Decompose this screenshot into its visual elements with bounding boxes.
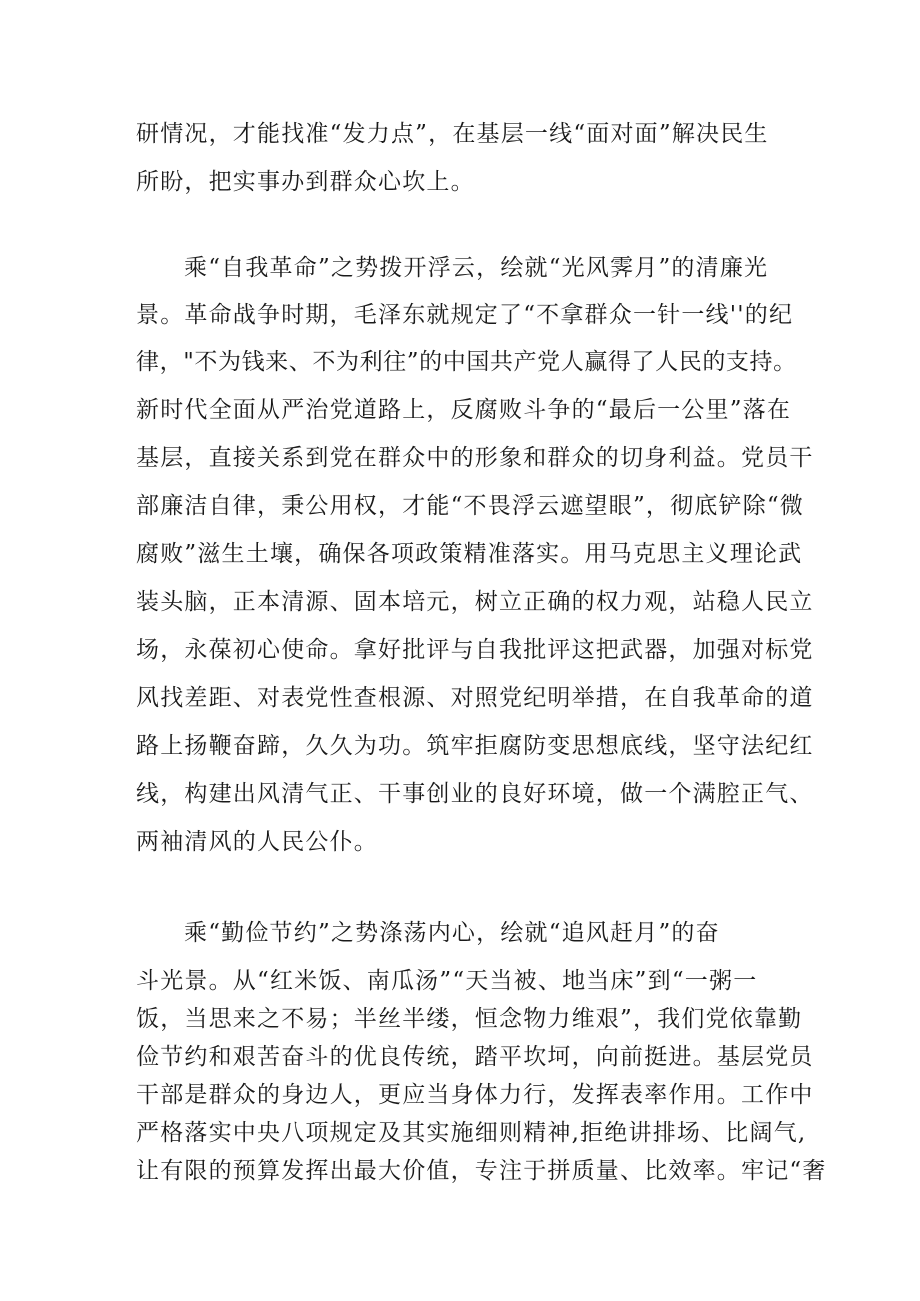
paragraph-2-line-7: 腐败”滋生土壤，确保各项政策精准落实。用马克思主义理论武	[136, 541, 803, 567]
paragraph-2-line-10: 风找差距、对表党性查根源、对照党纪明举措，在自我革命的道	[136, 685, 814, 711]
paragraph-3-line-6: 严格落实中央八项规定及其实施细则精神,拒绝讲排场、比阔气,	[136, 1120, 807, 1146]
paragraph-1-line-2: 所盼，把实事办到群众心坎上。	[136, 169, 475, 195]
paragraph-2-line-11: 路上扬鞭奋蹄，久久为功。筑牢拒腐防变思想底线，坚守法纪红	[136, 733, 814, 759]
paragraph-2-line-5: 基层，直接关系到党在群众中的形象和群众的切身利益。党员干	[136, 445, 814, 471]
paragraph-3-line-5: 干部是群众的身边人，更应当身体力行，发挥表率作用。工作中	[136, 1082, 814, 1108]
paragraph-3-line-3: 饭，当思来之不易；半丝半缕，恒念物力维艰”，我们党依靠勤	[136, 1006, 803, 1032]
paragraph-3-line-4: 俭节约和艰苦奋斗的优良传统，踏平坎坷，向前挺进。基层党员	[136, 1044, 814, 1070]
paragraph-2-line-13: 两袖清风的人民公仆。	[136, 829, 378, 855]
paragraph-2-line-8: 装头脑，正本清源、固本培元，树立正确的权力观，站稳人民立	[136, 589, 814, 615]
paragraph-3-line-7: 让有限的预算发挥出最大价值，专注于拼质量、比效率。牢记“奢	[136, 1158, 827, 1184]
paragraph-2-line-6: 部廉洁自律，秉公用权，才能“不畏浮云遮望眼”，彻底铲除“微	[136, 493, 805, 519]
paragraph-2-line-12: 线，构建出风清气正、干事创业的良好环境，做一个满腔正气、	[136, 781, 814, 807]
paragraph-1-line-1: 研情况，才能找准“发力点”，在基层一线“面对面”解决民生	[136, 121, 769, 147]
paragraph-2-line-2: 景。革命战争时期，毛泽东就规定了“不拿群众一针一线''的纪	[136, 302, 794, 328]
paragraph-2-line-3: 律，"不为钱来、不为利往”的中国共产党人赢得了人民的支持。	[136, 349, 797, 375]
paragraph-3-line-1: 乘“勤俭节约”之势涤荡内心，绘就“追风赶月”的奋	[184, 920, 720, 946]
paragraph-2-line-1: 乘“自我革命”之势拨开浮云，绘就“光风霁月”的清廉光	[184, 255, 769, 281]
paragraph-3-line-2: 斗光景。从“红米饭、南瓜汤”“天当被、地当床”到“一粥一	[136, 968, 758, 994]
paragraph-2-line-4: 新时代全面从严治党道路上，反腐败斗争的“最后一公里”落在	[136, 397, 792, 423]
paragraph-2-line-9: 场，永葆初心使命。拿好批评与自我批评这把武器，加强对标党	[136, 637, 814, 663]
